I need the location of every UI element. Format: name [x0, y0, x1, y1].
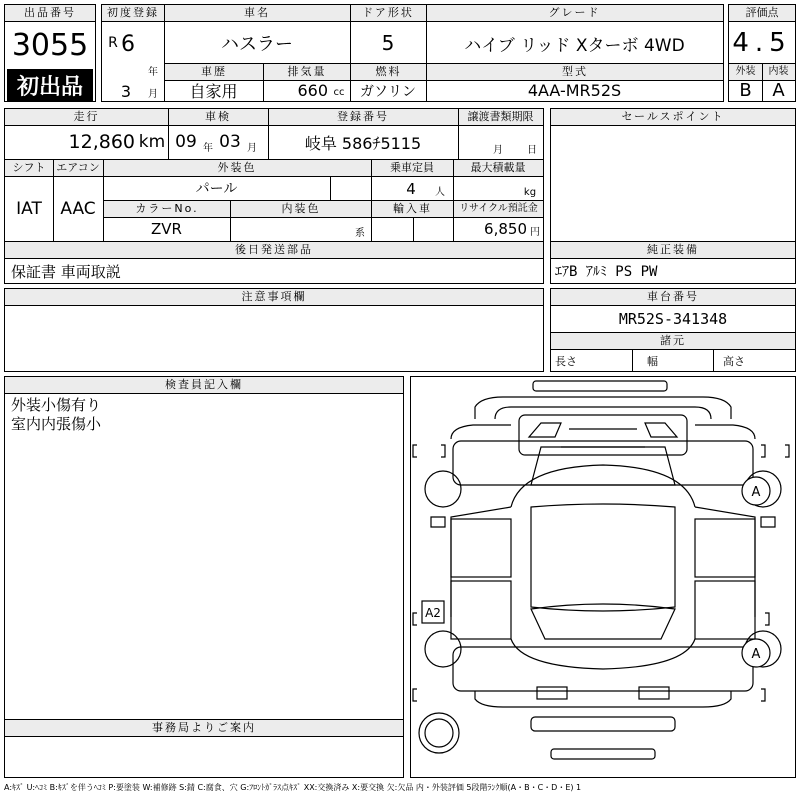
office-header: 事務局よりご案内: [5, 720, 403, 737]
doors-value: 5: [381, 31, 395, 55]
spec-height-label: 高さ: [723, 355, 745, 368]
inspection-month: 03: [219, 132, 241, 152]
grade-value: ハイブ リッド Xターボ 4WD: [464, 35, 685, 56]
grade-header: グレード: [426, 5, 723, 22]
genuine-equipment-header: 純正装備: [551, 242, 795, 259]
aircon-value: AAC: [60, 199, 96, 219]
exterior-color-header: 外装色: [103, 160, 371, 177]
shift-value: IAT: [16, 199, 42, 219]
history-header: 車歴: [165, 64, 263, 81]
registration-month-unit: 月: [148, 88, 158, 100]
chassis-header: 車台番号: [551, 289, 795, 306]
later-parts-header: 後日発送部品: [5, 242, 543, 259]
transfer-header: 譲渡書類期限: [458, 109, 543, 126]
inspection-year: 09: [175, 132, 197, 152]
aircon-header: エアコン: [53, 160, 103, 177]
capacity-value: 4: [406, 180, 416, 198]
registration-era: R: [108, 35, 118, 51]
inspector-line-2: 室内内張傷小: [11, 415, 102, 433]
fuel-value: ガソリン: [360, 83, 416, 100]
max-load-unit: kg: [523, 186, 537, 198]
interior-color-header: 内装色: [231, 201, 371, 218]
color-no-value: ZVR: [151, 220, 182, 238]
vehicle-info-block: [101, 4, 724, 102]
damage-code-left-mid: A2: [425, 606, 441, 620]
sales-points-header: セールスポイント: [551, 109, 795, 126]
chassis-block: [550, 288, 796, 372]
score-value: 4.5: [732, 28, 792, 58]
interior-score-header: 内装: [762, 64, 795, 81]
color-no-header: カラーNo.: [104, 201, 230, 218]
recycle-header: リサイクル預託金: [454, 201, 543, 218]
inspection-year-unit: 年: [203, 142, 213, 154]
registration-year: 6: [121, 31, 135, 57]
car-diagram-svg: [411, 377, 795, 777]
exterior-score-header: 外装: [729, 64, 762, 81]
shift-header: シフト: [5, 160, 53, 177]
notes-header: 注意事項欄: [5, 289, 543, 306]
inspector-block: [4, 376, 404, 778]
lot-number-box: [4, 4, 96, 102]
genuine-equipment-value: ｴｱB ｱﾙﾐ PS PW: [555, 264, 658, 280]
damage-legend: A:ｷｽﾞ U:ﾍｺﾐ B:ｷｽﾞを伴うﾍｺﾐ P:要塗装 W:補修跡 S:錆 C:腐食、穴 G:ﾌﾛﾝﾄｶﾞﾗｽ点ｷｽﾞ XX:交換済み X:要交換 欠:欠品 内・外装評価 5段階ﾗﾝｸ順(A・B・C・D・E) 1: [4, 783, 582, 792]
import-header: 輸入車: [372, 201, 453, 218]
recycle-unit: 円: [530, 226, 540, 238]
notes-block: [4, 288, 544, 372]
inspector-header: 検査員記入欄: [5, 377, 403, 394]
inspection-header: 車検: [168, 109, 268, 126]
car-diagram: [410, 376, 796, 778]
lot-number-value: 3055: [11, 27, 89, 63]
registration-year-unit: 年: [148, 66, 158, 78]
doors-header: ドア形状: [350, 5, 426, 22]
later-parts-value: 保証書 車両取説: [11, 262, 121, 281]
displacement-unit: cc: [333, 86, 345, 98]
displacement-value: 660: [297, 81, 328, 100]
exterior-score-value: B: [739, 80, 752, 101]
mileage-unit: km: [138, 132, 166, 152]
plate-header: 登録番号: [268, 109, 458, 126]
plate-value: 岐阜 586ﾁ5115: [304, 133, 422, 153]
score-header: 評価点: [729, 5, 795, 22]
specs-header: 諸元: [551, 333, 795, 350]
model-value: 4AA-MR52S: [527, 81, 622, 100]
mileage-header: 走行: [5, 109, 168, 126]
inspection-month-unit: 月: [247, 142, 257, 154]
max-load-header: 最大積載量: [453, 160, 543, 177]
transfer-month-unit: 月: [493, 144, 503, 156]
exterior-color-value: パール: [195, 181, 238, 197]
interior-color-unit: 系: [355, 227, 365, 239]
lot-number-header: 出品番号: [5, 5, 95, 22]
registration-month: 3: [120, 81, 132, 101]
recycle-value: 6,850: [484, 220, 527, 238]
damage-code-right-front: A: [751, 485, 761, 500]
spec-length-label: 長さ: [555, 355, 577, 368]
transfer-day-unit: 日: [527, 144, 537, 156]
displacement-header: 排気量: [264, 64, 350, 81]
spec-width-label: 幅: [647, 355, 658, 368]
capacity-header: 乗車定員: [371, 160, 453, 177]
capacity-unit: 人: [435, 186, 445, 198]
sales-points-block: [550, 108, 796, 284]
score-block: [728, 4, 796, 102]
interior-score-value: A: [772, 80, 785, 101]
history-value: 自家用: [189, 82, 238, 101]
car-name-header: 車名: [164, 5, 350, 22]
registration-header: 初度登録: [102, 5, 164, 22]
damage-code-right-rear: A: [751, 647, 761, 662]
inspector-line-1: 外装小傷有り: [11, 396, 102, 414]
first-listing-badge: 初出品: [7, 69, 93, 101]
car-name-value: ハスラー: [221, 34, 293, 55]
fuel-header: 燃料: [351, 64, 426, 81]
mileage-value: 12,860: [68, 131, 135, 153]
chassis-value: MR52S-341348: [618, 310, 728, 328]
detail-block: [4, 108, 544, 284]
model-header: 型式: [427, 64, 723, 81]
